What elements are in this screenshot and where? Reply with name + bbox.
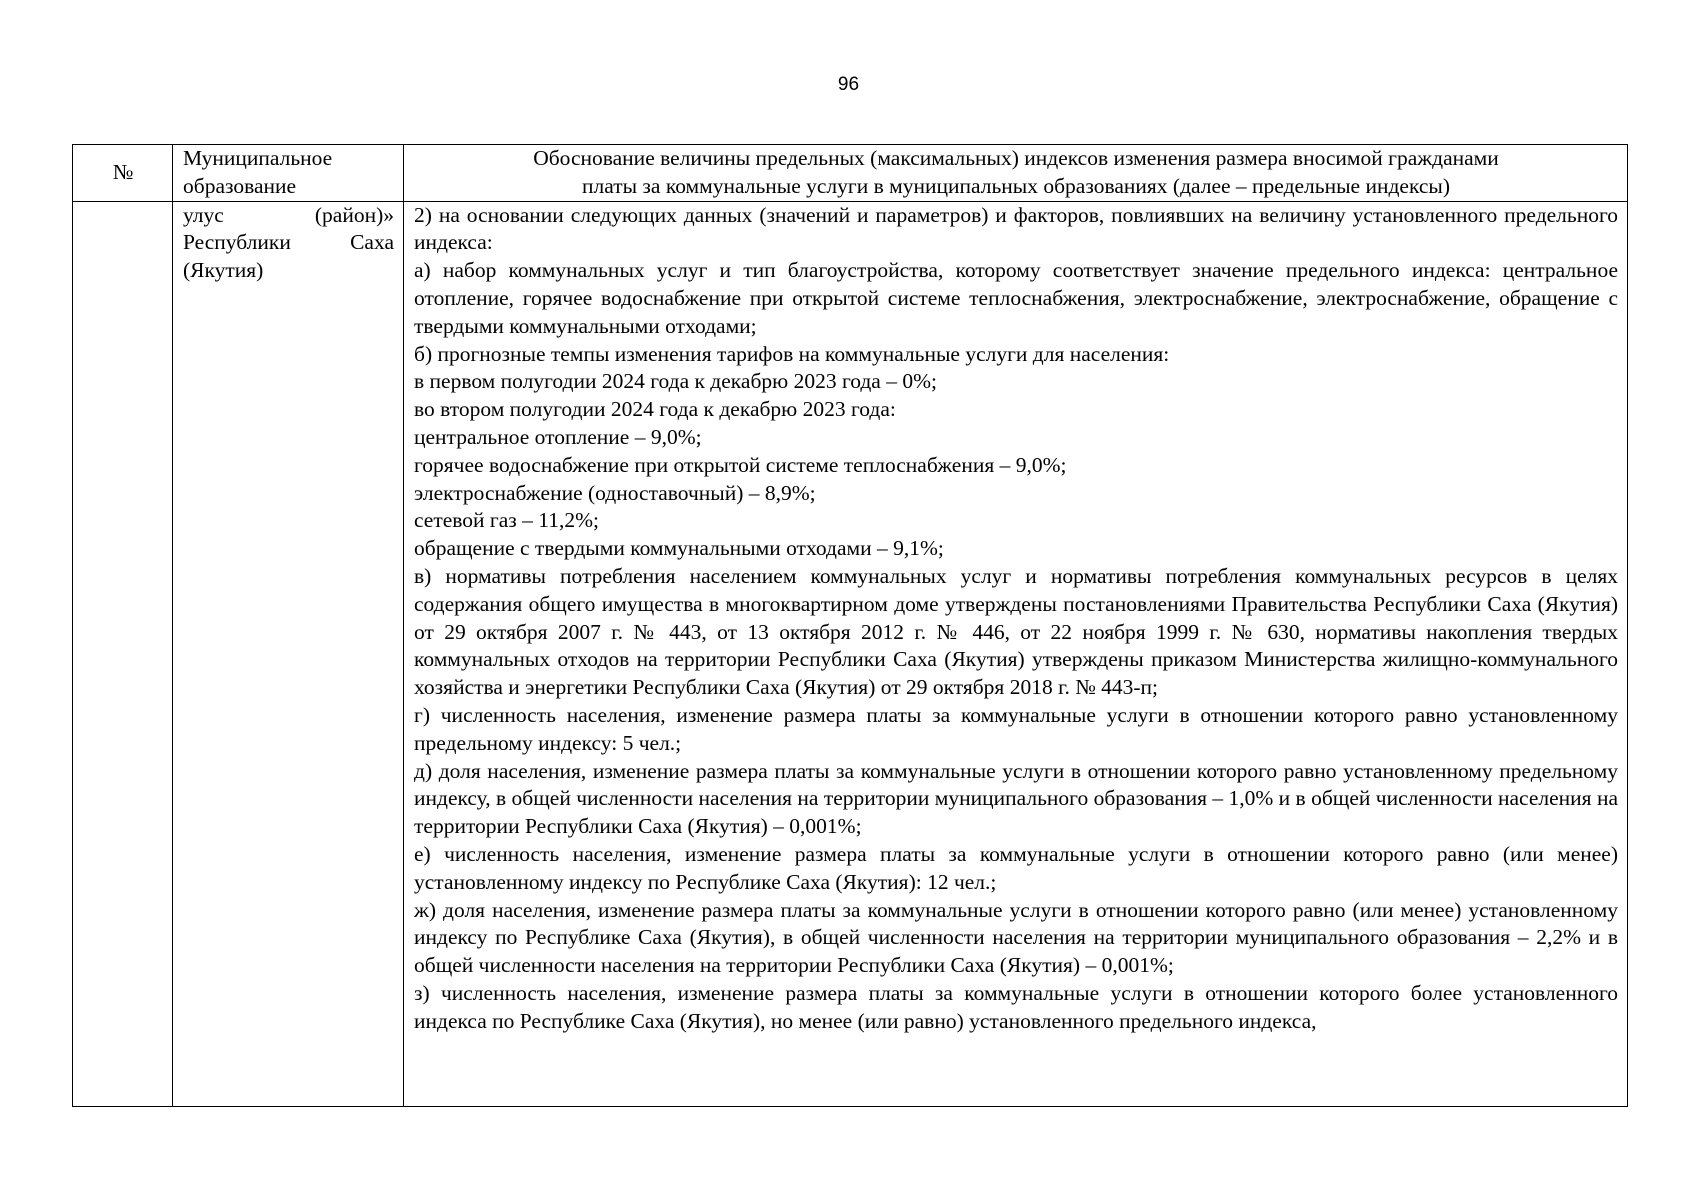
header-basis-cell <box>404 145 1628 202</box>
basis-paragraph-waste: обращение с твердыми коммунальными отходами – 9,1%; <box>414 536 944 561</box>
basis-paragraph-v: в) нормативы потребления населением коммунальных услуг и нормативы потребления коммунальных ресурсов в целях содержания общего имущества в многоквартирном доме утверждены постановлениями Правительства Республики Саха (Якутия) от 29 октября 2007 г. № 443, от 13 октября 2012 г. № 446, от 22 ноября 1999 г. № 630, нормативы накопления твердых коммунальных отходов на территории Республики Саха (Якутия) утверждены приказом Министерства жилищно-коммунального хозяйства и энергетики Республики Саха (Якутия) от 29 октября 2018 г. № 443-п; <box>414 563 1618 700</box>
basis-paragraph-b: б) прогнозные темпы изменения тарифов на коммунальные услуги для населения: <box>414 341 1170 366</box>
basis-paragraph-gas: сетевой газ – 11,2%; <box>414 508 599 533</box>
page-number: 96 <box>837 74 860 95</box>
row-municipality-cell <box>173 201 404 1106</box>
table-header-row <box>73 145 1628 202</box>
header-number-cell <box>73 145 173 202</box>
header-municipality-line2: образование <box>183 173 297 198</box>
municipality-line2 <box>183 229 394 257</box>
basis-paragraph-second-half: во втором полугодии 2024 года к декабрю 2023 года: <box>414 397 896 422</box>
basis-paragraph-intro: 2) на основании следующих данных (значений и параметров) и факторов, повлиявших на величину установленного предельного индекса: <box>414 202 1618 255</box>
municipality-line1 <box>183 202 394 230</box>
table-row <box>73 201 1628 1106</box>
header-basis-line2: платы за коммунальные услуги в муниципальных образованиях (далее – предельные индексы) <box>582 173 1450 198</box>
basis-paragraph-first-half: в первом полугодии 2024 года к декабрю 2023 года – 0%; <box>414 369 937 394</box>
header-number: № <box>112 159 134 184</box>
basis-paragraph-heating: центральное отопление – 9,0%; <box>414 424 702 449</box>
basis-paragraph-e: е) численность населения, изменение размера платы за коммунальные услуги в отношении которого равно (или менее) установленному индексу по Республике Саха (Якутия): 12 чел.; <box>414 841 1618 894</box>
municipality-word-ulus: улус <box>183 202 224 227</box>
basis-text-block <box>414 202 1618 1106</box>
header-municipality-cell <box>173 145 404 202</box>
municipality-line3: (Якутия) <box>183 258 264 283</box>
basis-paragraph-hot-water: горячее водоснабжение при открытой системе теплоснабжения – 9,0%; <box>414 452 1067 477</box>
municipality-word-sakha: Саха <box>350 230 394 255</box>
basis-paragraph-a: а) набор коммунальных услуг и тип благоустройства, которому соответствует значение предельного индекса: центральное отопление, горячее водоснабжение при открытой системе теплоснабжения, электроснабжение, электроснабжение, обращение с твердыми коммунальными отходами; <box>414 258 1618 338</box>
header-municipality-line1: Муниципальное <box>183 146 333 170</box>
basis-paragraph-z: з) численность населения, изменение размера платы за коммунальные услуги в отношении которого более установленного индекса по Республике Саха (Якутия), но менее (или равно) установленного предельного индекса, <box>414 980 1618 1033</box>
basis-paragraph-g: г) численность населения, изменение размера платы за коммунальные услуги в отношении которого равно установленному предельному индексу: 5 чел.; <box>414 702 1618 755</box>
row-basis-cell <box>404 201 1628 1106</box>
header-basis-line1: Обоснование величины предельных (максимальных) индексов изменения размера вносимой гражданами <box>533 146 1499 170</box>
row-number-cell <box>73 201 173 1106</box>
municipality-word-raion: (район)» <box>314 202 394 227</box>
basis-paragraph-electricity: электроснабжение (одноставочный) – 8,9%; <box>414 480 816 505</box>
basis-table <box>72 144 1628 1107</box>
basis-paragraph-d: д) доля населения, изменение размера платы за коммунальные услуги в отношении которого равно установленному предельному индексу, в общей численности населения на территории муниципального образования – 1,0% и в общей численности населения на территории Республики Саха (Якутия) – 0,001%; <box>414 758 1618 839</box>
basis-paragraph-zh: ж) доля населения, изменение размера платы за коммунальные услуги в отношении которого равно (или менее) установленному индексу по Республике Саха (Якутия), в общей численности населения на территории муниципального образования – 2,2% и в общей численности населения на территории Республики Саха (Якутия) – 0,001%; <box>414 897 1618 978</box>
municipality-word-respubliki: Республики <box>183 230 291 255</box>
